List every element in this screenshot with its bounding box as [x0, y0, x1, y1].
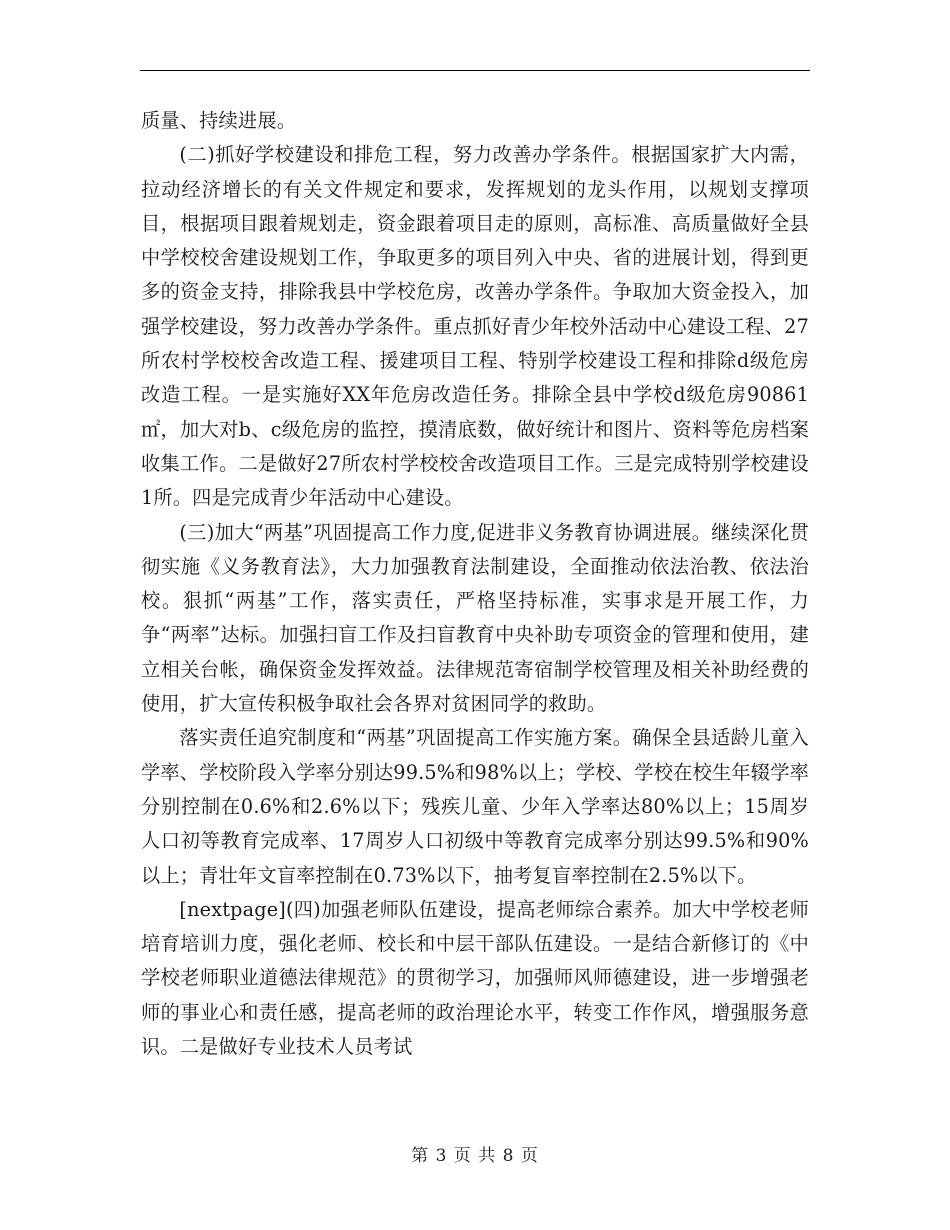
document-body [141, 104, 809, 1064]
paragraph-4: 落实责任追究制度和“两基”巩固提高工作实施方案。确保全县适龄儿童入学率、学校阶段入学率分别达99.5%和98%以上；学校、学校在校生年辍学率分别控制在0.6%和2.6%以下；残疾儿童、少年入学率达80%以上；15周岁人口初等教育完成率、17周岁人口初级中等教育完成率分别达99.5%和90%以上；青壮年文盲率控制在0.73%以下，抽考复盲率控制在2.5%以下。 [141, 726, 809, 887]
paragraph-3: (三)加大“两基”巩固提高工作力度,促进非义务教育协调进展。继续深化贯彻实施《义务教育法》，大力加强教育法制建设，全面推动依法治教、依法治校。狠抓“两基”工作，落实责任，严格坚持标准，实事求是开展工作，力争“两率”达标。加强扫盲工作及扫盲教育中央补助专项资金的管理和使用，建立相关台帐，确保资金发挥效益。法律规范寄宿制学校管理及相关补助经费的使用，扩大宣传积极争取社会各界对贫困同学的救助。 [141, 520, 809, 716]
paragraph-5: [nextpage](四)加强老师队伍建设，提高老师综合素养。加大中学校老师培育培训力度，强化老师、校长和中层干部队伍建设。一是结合新修订的《中学校老师职业道德法律规范》的贯彻学习，加强师风师德建设，进一步增强老师的事业心和责任感，提高老师的政治理论水平，转变工作作风，增强服务意识。二是做好专业技术人员考试 [141, 897, 809, 1059]
header-rule [140, 70, 810, 71]
page-number: 第 3 页 共 8 页 [411, 1146, 539, 1166]
paragraph-2: (二)抓好学校建设和排危工程，努力改善办学条件。根据国家扩大内需，拉动经济增长的有关文件规定和要求，发挥规划的龙头作用，以规划支撑项目，根据项目跟着规划走，资金跟着项目走的原则，高标准、高质量做好全县中学校校舍建设规划工作，争取更多的项目列入中央、省的进展计划，得到更多的资金支持，排除我县中学校危房，改善办学条件。争取加大资金投入，加强学校建设，努力改善办学条件。重点抓好青少年校外活动中心建设工程、27所农村学校校舍改造工程、援建项目工程、特别学校建设工程和排除d级危房改造工程。一是实施好XX年危房改造任务。排除全县中学校d级危房90861㎡，加大对b、c级危房的监控，摸清底数，做好统计和图片、资料等危房档案收集工作。二是做好27所农村学校校舍改造项目工作。三是完成特别学校建设1所。四是完成青少年活动中心建设。 [141, 143, 809, 510]
paragraph-1: 质量、持续进展。 [141, 109, 297, 132]
